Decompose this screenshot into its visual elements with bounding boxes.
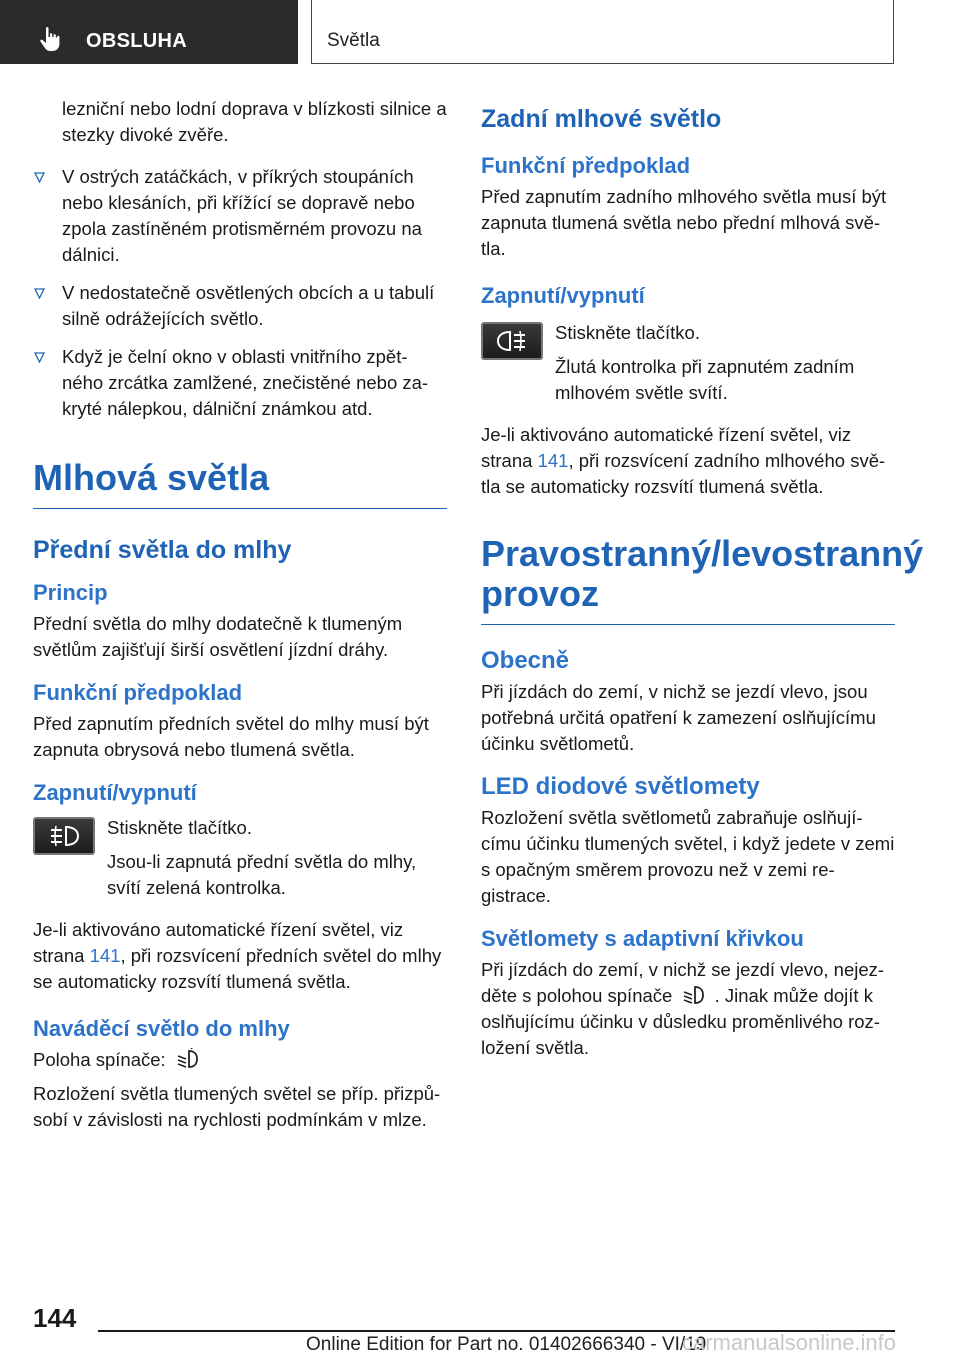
list-item-text: Když je čelní okno v oblasti vnitřního zpět-ného zrcátka zamlžené, znečistěné nebo za-kryté nálepkou, dálniční známkou atd. xyxy=(62,346,429,419)
front-fog-light-button xyxy=(33,817,95,855)
precondition-heading: Funkční předpoklad xyxy=(481,153,691,178)
principle-text: Přední světla do mlhy dodatečně k tlumeným světlům zajišťují širší osvětlení jízdní dráhy. xyxy=(33,613,403,660)
auto-control-text xyxy=(481,422,895,500)
precondition-text: Před zapnutím předních světel do mlhy musí být zapnuta obrysová nebo tlumená světla. xyxy=(33,713,429,760)
general-heading: Obecně xyxy=(481,647,570,674)
list-item xyxy=(33,164,447,268)
triangle-bullet-icon xyxy=(34,352,45,363)
list-item xyxy=(33,280,447,332)
list-item-text: V ostrých zatáčkách, v příkrých stoupáních nebo klesáních, při křížící se dopravě nebo zpola zastíněném protisměrném provozu na dálnici. xyxy=(62,166,422,265)
led-heading: LED diodové světlomety xyxy=(481,773,760,800)
right-column xyxy=(481,104,924,1077)
press-instruction: Stiskněte tlačítko. xyxy=(107,817,252,838)
onoff-heading: Zapnutí/vypnutí xyxy=(33,780,197,805)
guide-heading: Naváděcí světlo do mlhy xyxy=(33,1016,290,1041)
auto-control-text xyxy=(33,917,447,995)
adaptive-heading: Světlomety s adaptivní křivkou xyxy=(481,926,804,951)
onoff-heading: Zapnutí/vypnutí xyxy=(481,283,645,308)
indicator-text: Žlutá kontrolka při zapnutém zadním mlhovém světle svítí. xyxy=(555,356,855,403)
list-item-text: V nedostatečně osvětlených obcích a u tabulí silně odrážejících světlo. xyxy=(62,282,435,329)
indicator-text: Jsou-li zapnutá přední světla do mlhy, svítí zelená kontrolka. xyxy=(107,851,417,898)
page-title: Světla xyxy=(327,30,380,51)
auto-text-after: , při rozsvícení zadního mlhového svě-tla se automaticky rozsvítí tlumená světla. xyxy=(481,450,886,497)
low-beam-auto-icon xyxy=(681,984,705,1006)
led-text: Rozložení světla světlometů zabraňuje oslňují-címu účinku tlumených světel, i když jedete v zemi s opačným směrem provozu než v zemi re-gistrace. xyxy=(481,807,895,906)
section-label: OBSLUHA xyxy=(86,30,187,52)
section-title: Zadní mlhové světlo xyxy=(481,105,722,133)
page-link[interactable]: 141 xyxy=(89,945,121,966)
adaptive-text-before: Při jízdách do zemí, v nichž se jezdí vlevo, nejez-děte s polohou spínače xyxy=(481,959,885,1006)
watermark: carmanualsonline.info xyxy=(682,1330,897,1355)
indicator-text-first xyxy=(481,354,895,406)
button-instruction xyxy=(33,815,447,901)
chapter-heading-wrap xyxy=(33,458,447,509)
continued-text: lezniční nebo lodní doprava v blízkosti silnice a stezky divoké zvěře. xyxy=(62,98,447,145)
guide-text: Rozložení světla tlumených světel se příp. přizpů-sobí v závislosti na rychlosti podmínkám v mlze. xyxy=(33,1083,441,1130)
auto-text-after: , při rozsvícení předních světel do mlhy se automaticky rozsvítí tlumená světla. xyxy=(33,945,442,992)
press-instruction: Stiskněte tlačítko. xyxy=(555,322,700,343)
adaptive-text-after: . Jinak může dojít k oslňujícímu účinku v důsledku proměnlivého roz-ložení světla. xyxy=(481,985,880,1058)
auto-text-before: Je-li aktivováno automatické řízení světel, viz strana xyxy=(481,424,852,471)
left-column xyxy=(33,96,447,1149)
rear-fog-light-button xyxy=(481,322,543,360)
page-link[interactable]: 141 xyxy=(537,450,569,471)
list-item xyxy=(33,344,447,422)
precondition-text: Před zapnutím zadního mlhového světla musí být zapnuta tlumená světla nebo přední mlhová svě-tla. xyxy=(481,186,887,259)
indicator-text-first xyxy=(33,849,447,901)
adaptive-text xyxy=(481,957,895,1061)
principle-heading: Princip xyxy=(33,580,108,605)
edition-text: Online Edition for Part no. 01402666340 - VI/19 xyxy=(306,1334,707,1355)
precondition-heading: Funkční předpoklad xyxy=(33,680,243,705)
page-number: 144 xyxy=(33,1303,77,1333)
button-instruction xyxy=(481,320,895,406)
triangle-bullet-icon xyxy=(34,288,45,299)
triangle-bullet-icon xyxy=(34,172,45,183)
guide-position xyxy=(33,1047,447,1073)
low-beam-auto-icon xyxy=(175,1048,199,1070)
front-fog-light-icon xyxy=(47,824,81,848)
chapter-heading-wrap xyxy=(481,533,924,625)
chapter-title: Mlhová světla xyxy=(33,457,270,498)
rear-fog-light-icon xyxy=(495,329,529,353)
section-tab xyxy=(0,0,298,64)
page-header xyxy=(0,0,960,66)
general-text: Při jízdách do zemí, v nichž se jezdí vlevo, jsou potřebná určitá opatření k zamezení oslňujícímu účinku světlometů. xyxy=(481,681,876,754)
section-title: Přední světla do mlhy xyxy=(33,536,292,564)
chapter-title: Pravostranný/levostranný provoz xyxy=(481,533,924,614)
header-title-box xyxy=(311,0,894,64)
hand-pointer-icon xyxy=(38,26,64,52)
guide-position-label: Poloha spínače: xyxy=(33,1049,166,1070)
auto-text-before: Je-li aktivováno automatické řízení světel, viz strana xyxy=(33,919,404,966)
